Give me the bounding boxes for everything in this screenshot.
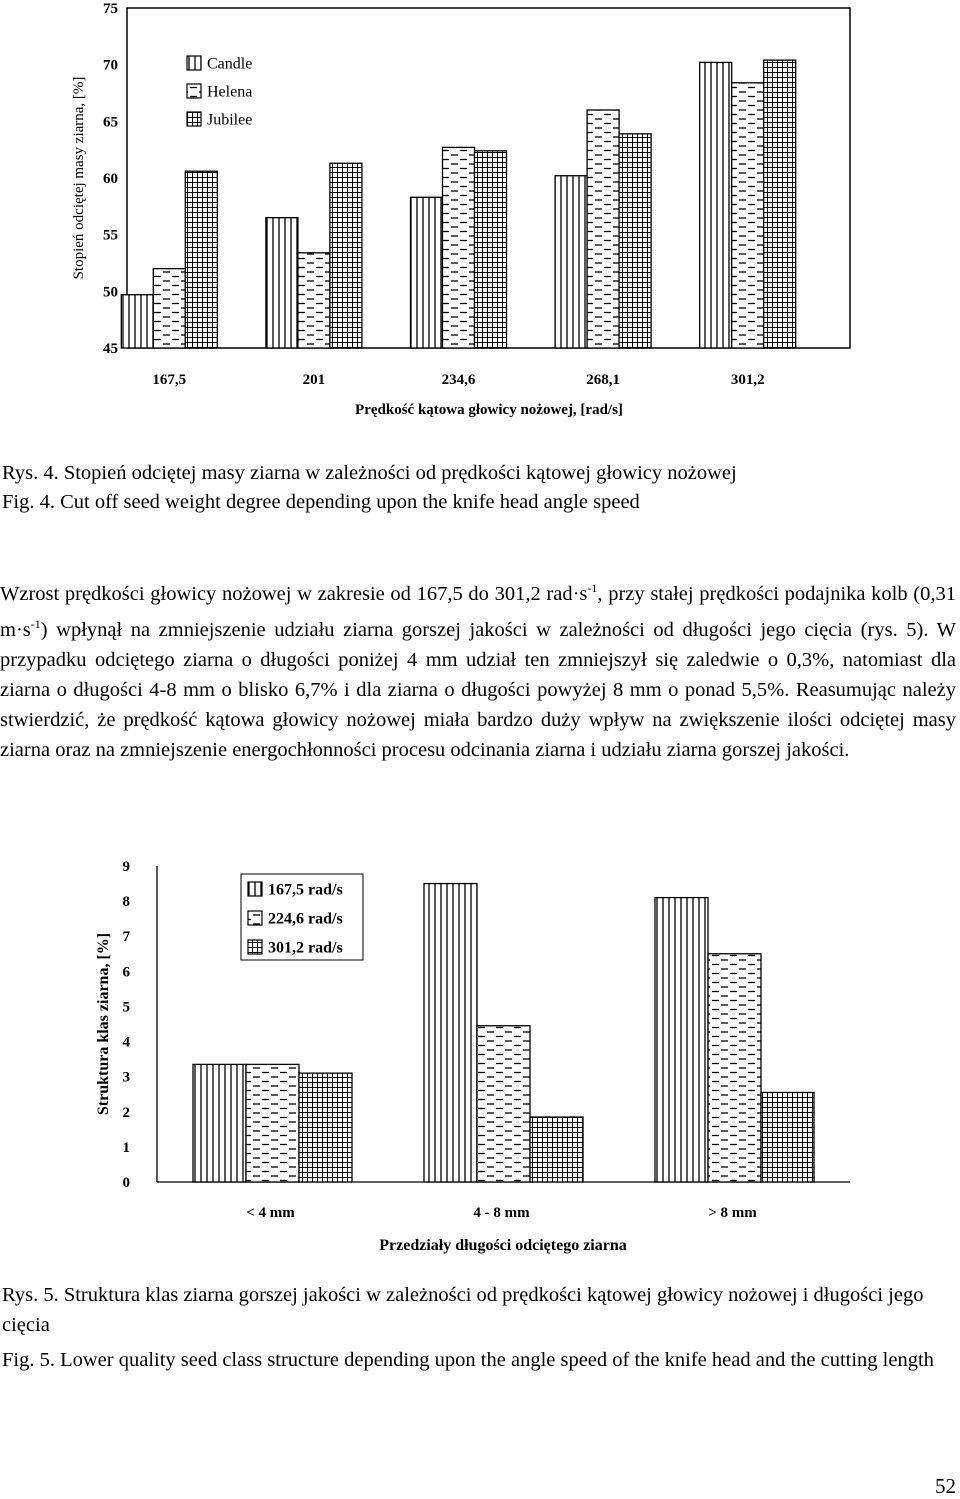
y-tick-label: 1 — [122, 1139, 130, 1156]
bar-224-6-rad-s-2 — [708, 954, 761, 1182]
y-axis-label: Stopień odciętej masy ziarna, [%] — [71, 76, 87, 280]
bar-301-2-rad-s-1 — [530, 1117, 583, 1182]
bar-candle-1 — [266, 218, 298, 348]
bar-helena-1 — [298, 253, 330, 348]
chart-grain-weight — [0, 0, 960, 430]
y-axis-label: Struktura klas ziarna, [%] — [95, 932, 112, 1116]
bar-candle-3 — [555, 176, 587, 348]
legend — [187, 56, 252, 129]
legend-label-2: Jubilee — [207, 111, 253, 129]
x-tick-label: 201 — [302, 372, 326, 388]
legend-label-1: Helena — [207, 83, 253, 101]
bar-167-5-rad-s-0 — [193, 1064, 246, 1182]
legend-swatch-1 — [248, 911, 262, 925]
legend-label-1: 224,6 rad/s — [268, 910, 343, 928]
x-tick-label: 4 - 8 mm — [473, 1205, 530, 1221]
legend-swatch-0 — [248, 882, 262, 896]
y-tick-label: 55 — [103, 227, 118, 244]
y-tick-label: 65 — [103, 114, 118, 131]
figure-4-caption-pl: Rys. 4. Stopień odciętej masy ziarna w zależności od prędkości kątowej głowicy nożowej — [2, 462, 737, 484]
y-tick-label: 9 — [122, 859, 130, 875]
legend-swatch-0 — [187, 56, 201, 70]
bar-301-2-rad-s-2 — [761, 1092, 814, 1182]
bar-helena-2 — [443, 147, 475, 348]
bar-helena-4 — [732, 83, 764, 348]
x-tick-label: 167,5 — [152, 372, 187, 388]
legend-swatch-2 — [248, 940, 262, 954]
legend-label-0: Candle — [207, 55, 253, 73]
bar-jubilee-2 — [475, 151, 507, 348]
page-number: 52 — [935, 1474, 956, 1498]
bar-jubilee-3 — [619, 134, 651, 348]
y-tick-label: 8 — [122, 894, 130, 911]
x-tick-label: 301,2 — [730, 372, 765, 388]
bar-jubilee-4 — [764, 60, 796, 348]
y-tick-label: 4 — [122, 1034, 130, 1051]
body-text-c: ) wpłynął na zmniejszenie udziału ziarna gorszej jakości w zależności od długości jego cięcia (rys. 5). W przypadku odciętego ziarna o długości poniżej 4 mm udział ten zmniejszył się zaledwie o 0,3%, natomiast dla ziarna o długości 4-8 mm o blisko 6,7% i dla ziarna o długości powyżej 8 mm o ponad 5,5%. Reasumując należy stwierdzić, że prędkość kątowa głowicy nożowej miała bardzo duży wpływ na zwiększenie ilości odciętej masy ziarna oraz na zmniejszenie energochłonności procesu odcinania ziarna i udziału ziarna gorszej jakości. — [0, 618, 956, 761]
x-tick-label: > 8 mm — [708, 1205, 757, 1221]
legend — [241, 874, 363, 960]
bar-candle-4 — [700, 62, 732, 348]
figure-5-caption-en: Fig. 5. Lower quality seed class structure depending upon the angle speed of the knife head and the cutting length — [2, 1349, 934, 1371]
body-text-a: Wzrost prędkości głowicy nożowej w zakresie od 167,5 do 301,2 rad·s — [0, 582, 588, 605]
bar-candle-2 — [411, 197, 443, 348]
y-tick-label: 7 — [122, 929, 130, 946]
x-axis-label: Przedziały długości odciętego ziarna — [379, 1237, 627, 1254]
y-tick-label: 60 — [103, 171, 118, 187]
y-tick-label: 5 — [122, 999, 130, 1016]
bar-301-2-rad-s-0 — [299, 1073, 352, 1182]
bar-helena-3 — [587, 110, 619, 348]
body-text-b: , przy stałej prędkości podajnika kolb (0,31 m·s — [0, 582, 956, 641]
legend-label-2: 301,2 rad/s — [268, 939, 343, 957]
x-axis-label: Prędkość kątowa głowicy nożowej, [rad/s] — [355, 402, 623, 418]
bar-224-6-rad-s-0 — [246, 1064, 299, 1182]
legend-swatch-1 — [187, 84, 201, 98]
body-sup-1: -1 — [587, 581, 598, 595]
bar-224-6-rad-s-1 — [477, 1026, 530, 1182]
bar-jubilee-1 — [330, 163, 362, 348]
legend-label-0: 167,5 rad/s — [268, 881, 343, 899]
x-tick-label: < 4 mm — [246, 1205, 295, 1221]
y-tick-label: 0 — [122, 1175, 130, 1191]
y-tick-label: 45 — [103, 341, 118, 357]
chart-class-structure — [0, 850, 960, 1260]
y-tick-label: 3 — [122, 1069, 130, 1086]
x-tick-label: 268,1 — [586, 372, 620, 388]
bar-167-5-rad-s-1 — [424, 884, 477, 1182]
bar-candle-0 — [121, 295, 153, 348]
body-sup-2: -1 — [30, 616, 41, 631]
figure-4-caption-en: Fig. 4. Cut off seed weight degree depending upon the knife head angle speed — [2, 491, 640, 513]
bar-helena-0 — [153, 269, 185, 348]
bar-jubilee-0 — [185, 171, 217, 348]
body-paragraph — [0, 573, 956, 765]
x-tick-label: 234,6 — [441, 372, 476, 388]
figure-5-caption-pl: Rys. 5. Struktura klas ziarna gorszej jakości w zależności od prędkości kątowej głowicy nożowej i długości jego cięcia — [2, 1284, 924, 1336]
legend-swatch-2 — [187, 112, 201, 126]
y-tick-label: 70 — [103, 57, 118, 74]
bar-167-5-rad-s-2 — [655, 898, 708, 1182]
y-tick-label: 6 — [122, 964, 130, 981]
y-tick-label: 50 — [103, 284, 118, 301]
y-tick-label: 75 — [103, 1, 118, 17]
y-tick-label: 2 — [122, 1104, 130, 1121]
